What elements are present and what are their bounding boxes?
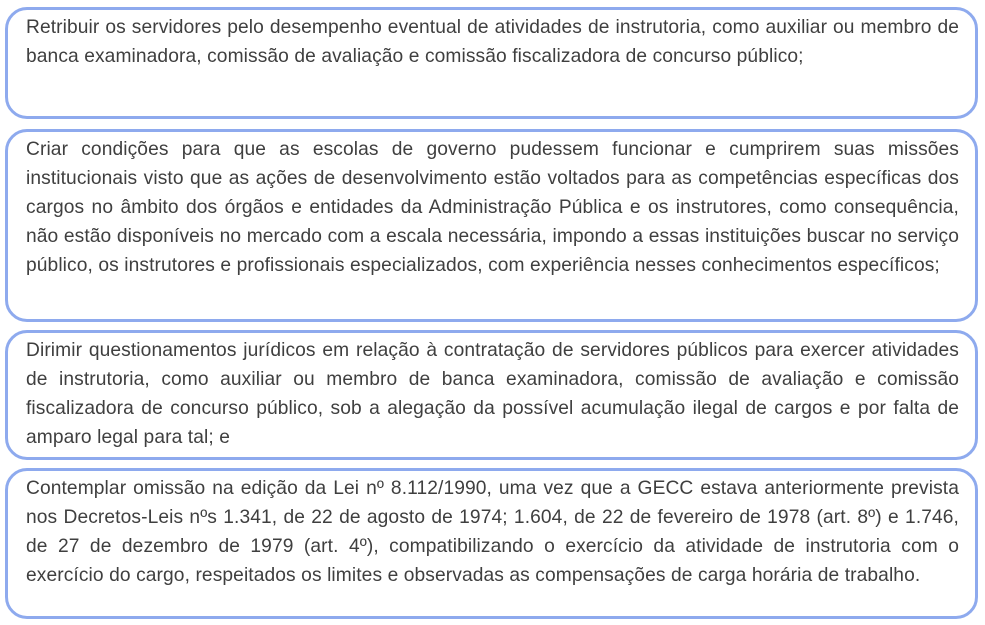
objective-text-3: Dirimir questionamentos jurídicos em relação à contratação de servidores públicos para exercer atividades de instrutoria, como auxiliar ou membro de banca examinadora, comissão de avaliação e comissão fiscalizadora de concurso público, sob a alegação da possível acumulação ilegal de cargos e por falta de amparo legal para tal; e — [26, 340, 959, 448]
objective-text-4: Contemplar omissão na edição da Lei nº 8.112/1990, uma vez que a GECC estava anteriormente prevista nos Decretos-Leis nºs 1.341, de 22 de agosto de 1974; 1.604, de 22 de fevereiro de 1978 (art. 8º) e 1.746, de 27 de dezembro de 1979 (art. 4º), compatibilizando o exercício da atividade de instrutoria com o exercício do cargo, respeitados os limites e observadas as compensações de carga horária de trabalho. — [26, 478, 959, 586]
objective-box-4 — [5, 468, 978, 619]
objective-box-3 — [5, 330, 978, 460]
objective-box-1 — [5, 7, 978, 119]
objective-text-1: Retribuir os servidores pelo desempenho eventual de atividades de instrutoria, como auxiliar ou membro de banca examinadora, comissão de avaliação e comissão fiscalizadora de concurso público; — [26, 17, 959, 67]
objective-box-2 — [5, 129, 978, 322]
objective-text-2: Criar condições para que as escolas de governo pudessem funcionar e cumprirem suas missões institucionais visto que as ações de desenvolvimento estão voltados para as competências específicas dos cargos no âmbito dos órgãos e entidades da Administração Pública e os instrutores, como consequência, não estão disponíveis no mercado com a escala necessária, impondo a essas instituições buscar no serviço público, os instrutores e profissionais especializados, com experiência nesses conhecimentos específicos; — [26, 139, 959, 276]
